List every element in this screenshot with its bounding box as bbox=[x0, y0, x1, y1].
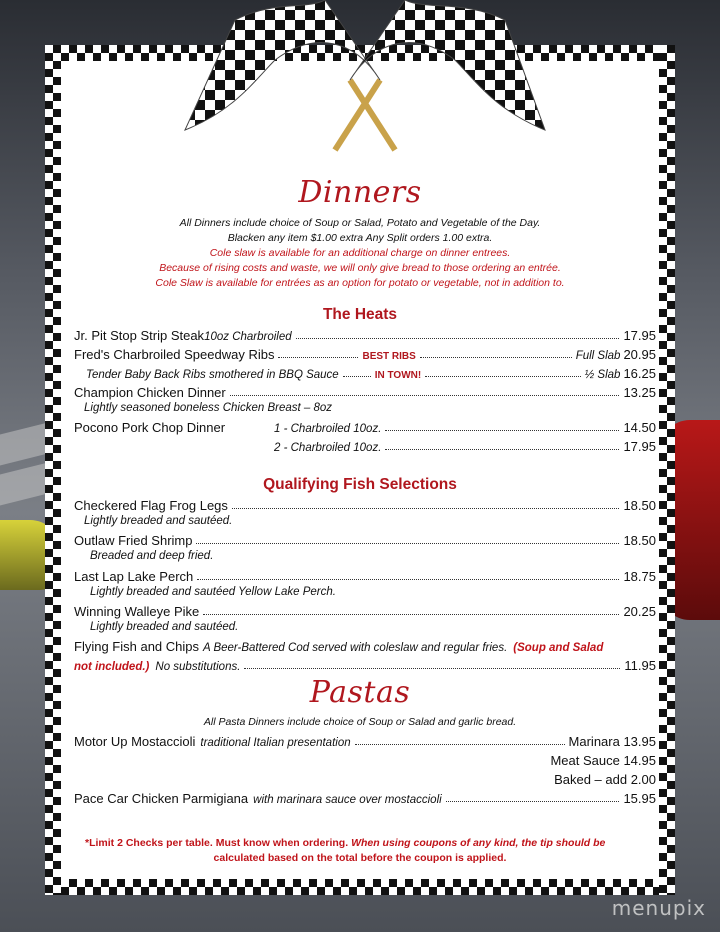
best-ribs-tag: BEST RIBS bbox=[362, 351, 416, 362]
item-option: Baked – add 2.00 bbox=[554, 772, 656, 787]
item-price: 18.50 bbox=[623, 498, 656, 513]
menu-item bbox=[74, 601, 656, 619]
menu-item bbox=[74, 566, 656, 584]
item-name: Champion Chicken Dinner bbox=[74, 385, 226, 400]
item-price: 13.25 bbox=[623, 385, 656, 400]
item-price: 20.95 bbox=[623, 347, 656, 362]
fish-section-title: Qualifying Fish Selections bbox=[263, 476, 457, 493]
item-name: Winning Walleye Pike bbox=[74, 604, 200, 619]
item-desc: traditional Italian presentation bbox=[200, 737, 351, 749]
item-name: Pocono Pork Chop Dinner bbox=[74, 420, 226, 435]
item-price: 15.95 bbox=[623, 791, 656, 806]
item-note: not included.) bbox=[74, 661, 150, 673]
in-town-tag: IN TOWN! bbox=[374, 370, 422, 381]
item-name: Jr. Pit Stop Strip Steak bbox=[74, 328, 205, 343]
menu-item bbox=[74, 325, 656, 343]
item-desc: 10oz Charbroiled bbox=[204, 331, 292, 343]
footer-line: *Limit 2 Checks per table. Must know when ordering. bbox=[85, 837, 349, 849]
item-price: 18.50 bbox=[623, 533, 656, 548]
item-name: Last Lap Lake Perch bbox=[74, 569, 194, 584]
portion-label: Full Slab bbox=[575, 350, 621, 362]
item-desc: A Beer-Battered Cod served with coleslaw and regular fries. bbox=[203, 642, 508, 654]
menu-item bbox=[74, 731, 656, 749]
item-price: 17.95 bbox=[623, 328, 656, 343]
footer-line: When using coupons of any kind, the tip should be bbox=[351, 837, 606, 849]
pastas-note: All Pasta Dinners include choice of Soup or Salad and garlic bread. bbox=[203, 716, 517, 728]
menu-item bbox=[74, 530, 656, 548]
dinners-title: Dinners bbox=[298, 175, 422, 210]
menu-item bbox=[74, 417, 656, 435]
menu-item bbox=[74, 788, 656, 806]
menu-item bbox=[74, 382, 656, 400]
item-desc: with marinara sauce over mostaccioli bbox=[253, 794, 442, 806]
item-note: (Soup and Salad bbox=[513, 642, 604, 654]
item-price: 14.50 bbox=[623, 420, 656, 435]
heats-section-title: The Heats bbox=[322, 306, 398, 323]
item-option: 2 - Charbroiled 10oz. bbox=[274, 442, 382, 454]
item-desc: Lightly breaded and sautéed Yellow Lake Perch. bbox=[90, 586, 336, 598]
footer-note bbox=[85, 836, 645, 851]
item-price: 11.95 bbox=[624, 658, 656, 673]
item-price: 20.25 bbox=[623, 604, 656, 619]
item-name: Flying Fish and Chips bbox=[74, 639, 199, 654]
menu-item bbox=[74, 344, 656, 362]
item-name: Pace Car Chicken Parmigiana bbox=[74, 791, 249, 806]
item-price: 16.25 bbox=[623, 366, 656, 381]
item-desc: Tender Baby Back Ribs smothered in BBQ Sauce bbox=[86, 369, 339, 381]
checkered-border-bottom bbox=[45, 879, 675, 895]
menupix-watermark: menupix bbox=[611, 896, 706, 920]
item-desc: Breaded and deep fried. bbox=[90, 550, 214, 562]
item-name: Outlaw Fried Shrimp bbox=[74, 533, 193, 548]
item-name: Fred's Charbroiled Speedway Ribs bbox=[74, 347, 275, 362]
menu-item-option bbox=[274, 436, 656, 454]
checkered-border-left bbox=[45, 45, 61, 895]
menu-item bbox=[74, 636, 656, 654]
item-name: Motor Up Mostaccioli bbox=[74, 734, 196, 749]
item-desc: Lightly seasoned boneless Chicken Breast – 8oz bbox=[84, 402, 333, 414]
pastas-title: Pastas bbox=[309, 675, 411, 710]
dinners-note: Cole Slaw is available for entrées as an option for potato or vegetable, not in addition to. bbox=[155, 277, 565, 289]
menu-item-sub bbox=[74, 655, 656, 673]
footer-line: calculated based on the total before the coupon is applied. bbox=[213, 852, 507, 864]
menu-item-sub bbox=[86, 363, 656, 381]
item-option: 1 - Charbroiled 10oz. bbox=[274, 423, 382, 435]
portion-label: ½ Slab bbox=[584, 369, 621, 381]
item-desc: Lightly breaded and sautéed. bbox=[84, 515, 233, 527]
item-option: Marinara 13.95 bbox=[568, 734, 656, 749]
menu-item-option bbox=[74, 769, 656, 787]
dinners-note: Because of rising costs and waste, we will only give bread to those ordering an entrée. bbox=[159, 262, 561, 274]
item-desc: Lightly breaded and sautéed. bbox=[90, 621, 239, 633]
menu-page bbox=[45, 45, 675, 895]
dinners-note: Cole slaw is available for an additional charge on dinner entrees. bbox=[209, 247, 511, 259]
menu-item bbox=[74, 495, 656, 513]
item-name: Checkered Flag Frog Legs bbox=[74, 498, 228, 513]
dinners-note: All Dinners include choice of Soup or Salad, Potato and Vegetable of the Day. bbox=[179, 217, 541, 229]
item-price: 18.75 bbox=[623, 569, 656, 584]
menu-item-option bbox=[74, 750, 656, 768]
checkered-border-right bbox=[659, 45, 675, 895]
item-option: Meat Sauce 14.95 bbox=[550, 753, 656, 768]
crossed-checkered-flags-icon bbox=[175, 0, 555, 175]
item-desc: No substitutions. bbox=[155, 661, 241, 673]
dinners-note: Blacken any item $1.00 extra Any Split orders 1.00 extra. bbox=[227, 232, 493, 244]
item-price: 17.95 bbox=[623, 439, 656, 454]
